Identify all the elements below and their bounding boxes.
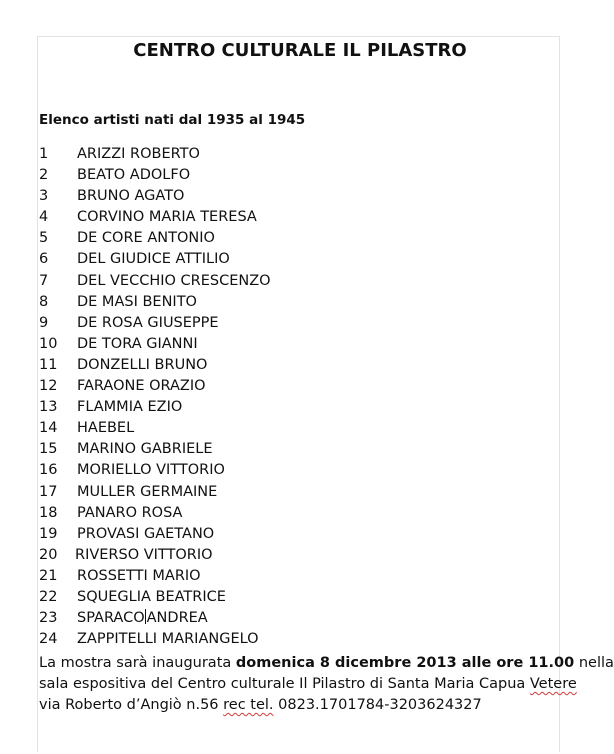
artist-name: DE ROSA GIUSEPPE — [77, 314, 219, 331]
item-number: 11 — [39, 356, 58, 373]
item-number: 22 — [39, 588, 58, 605]
artist-name-part: ANDREA — [146, 610, 208, 627]
notice-text: La mostra sarà inaugurata — [39, 655, 236, 671]
artist-name: FARAONE ORAZIO — [77, 378, 206, 395]
item-number: 3 — [39, 188, 49, 205]
artist-name: CORVINO MARIA TERESA — [77, 209, 257, 226]
artist-name — [77, 608, 208, 629]
notice-text: via Roberto d’Angiò n.56 — [39, 697, 224, 713]
artist-name: DE CORE ANTONIO — [77, 230, 215, 247]
item-number: 6 — [39, 251, 49, 268]
list-item — [39, 439, 271, 460]
artist-name: PANARO ROSA — [77, 504, 183, 521]
artist-name: SQUEGLIA BEATRICE — [77, 588, 226, 605]
artist-name: ARIZZI ROBERTO — [77, 146, 200, 162]
notice-text: nella — [574, 655, 614, 671]
list-item — [39, 228, 271, 249]
artist-name: PROVASI GAETANO — [77, 525, 215, 542]
list-item — [39, 629, 271, 650]
artist-name: DE TORA GIANNI — [77, 335, 198, 352]
artist-name: BEATO ADOLFO — [77, 167, 191, 184]
item-number: 4 — [39, 209, 49, 226]
item-number: 8 — [39, 293, 49, 310]
list-item — [39, 397, 271, 418]
item-number: 1 — [39, 146, 49, 162]
item-number: 5 — [39, 230, 49, 247]
item-number: 13 — [39, 399, 58, 416]
exhibition-notice — [39, 653, 614, 716]
document-title: CENTRO CULTURALE IL PILASTRO — [133, 40, 467, 61]
item-number: 12 — [39, 378, 58, 395]
list-item — [39, 418, 271, 439]
list-item — [39, 566, 271, 587]
artist-name: HAEBEL — [77, 420, 135, 437]
item-number: 16 — [39, 462, 58, 479]
list-item — [39, 144, 271, 165]
list-subtitle: Elenco artisti nati dal 1935 al 1945 — [39, 112, 306, 128]
item-number: 17 — [39, 483, 58, 500]
spellcheck-word: rec tel. — [223, 697, 274, 713]
item-number: 15 — [39, 441, 58, 458]
item-number: 24 — [39, 631, 58, 648]
artist-name: ROSSETTI MARIO — [77, 567, 201, 584]
list-item — [39, 249, 271, 270]
notice-line-2 — [39, 674, 577, 695]
list-item — [39, 608, 271, 629]
item-number: 9 — [39, 314, 49, 331]
artist-list — [39, 144, 271, 650]
list-item — [39, 482, 271, 503]
artist-name: DEL GIUDICE ATTILIO — [77, 251, 230, 268]
artist-name: DONZELLI BRUNO — [77, 356, 208, 373]
list-item — [39, 271, 271, 292]
item-number: 14 — [39, 420, 58, 437]
spellcheck-word: Vetere — [529, 676, 577, 692]
artist-name: MULLER GERMAINE — [77, 483, 218, 500]
artist-name-part: SPARACO — [77, 610, 145, 627]
artist-name: RIVERSO VITTORIO — [75, 546, 213, 563]
list-item — [39, 460, 271, 481]
artist-name: DE MASI BENITO — [77, 293, 197, 310]
artist-name: MARINO GABRIELE — [77, 441, 213, 458]
list-item — [39, 503, 271, 524]
artist-name: DEL VECCHIO CRESCENZO — [77, 272, 271, 289]
notice-date-bold: domenica 8 dicembre 2013 alle ore 11.00 — [235, 655, 575, 671]
artist-name: BRUNO AGATO — [77, 188, 185, 205]
list-item — [39, 334, 271, 355]
item-number: 19 — [39, 525, 58, 542]
item-number: 18 — [39, 504, 58, 521]
item-number: 23 — [39, 610, 58, 627]
item-number: 2 — [39, 167, 49, 184]
artist-name: ZAPPITELLI MARIANGELO — [77, 631, 259, 648]
list-item — [39, 186, 271, 207]
list-item — [39, 524, 271, 545]
notice-text: sala espositiva del Centro culturale Il Pilastro di Santa Maria Capua — [39, 676, 530, 692]
item-number: 20 — [39, 546, 58, 563]
item-number: 10 — [39, 335, 58, 352]
item-number: 7 — [39, 272, 49, 289]
list-item — [39, 545, 271, 566]
list-item — [39, 376, 271, 397]
list-item — [39, 313, 271, 334]
notice-line-3 — [39, 695, 569, 716]
list-item — [39, 165, 271, 186]
list-item — [39, 355, 271, 376]
list-item — [39, 207, 271, 228]
list-item — [39, 587, 271, 608]
notice-line-1 — [39, 653, 614, 674]
list-item — [39, 292, 271, 313]
item-number: 21 — [39, 567, 58, 584]
artist-name: MORIELLO VITTORIO — [77, 462, 225, 479]
text-cursor — [145, 609, 146, 624]
artist-name: FLAMMIA EZIO — [77, 399, 183, 416]
notice-text: 0823.1701784-3203624327 — [273, 697, 482, 713]
